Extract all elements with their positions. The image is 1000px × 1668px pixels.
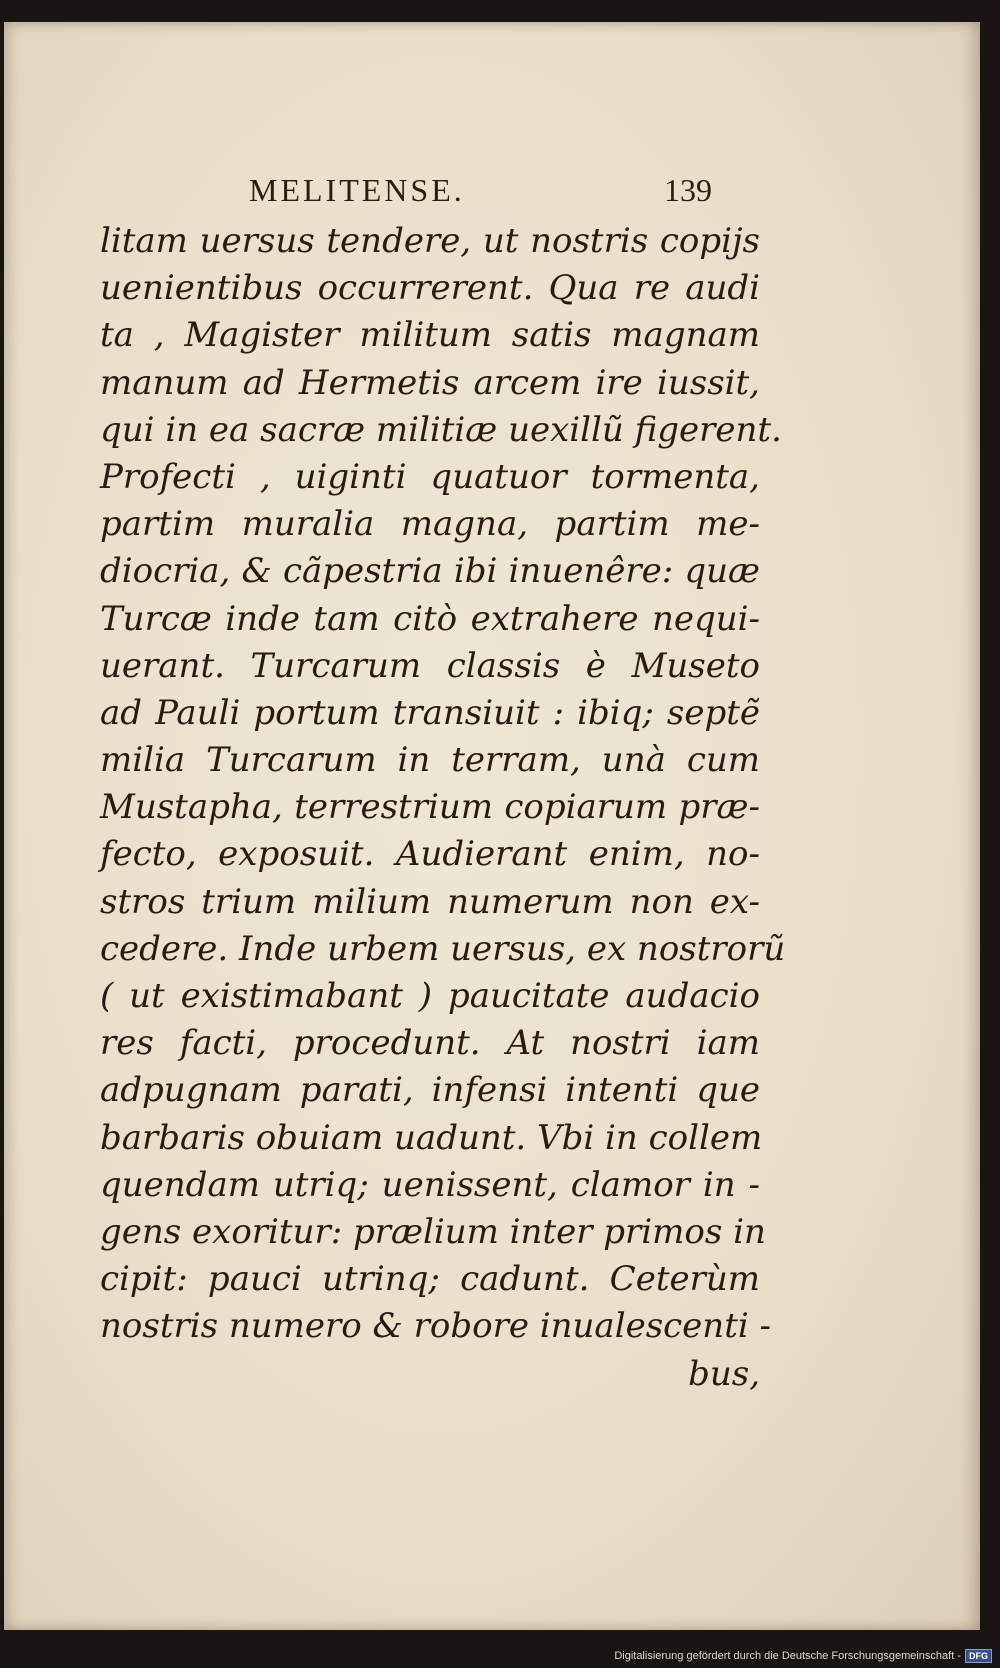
body-text: [100, 218, 786, 1398]
text-line: diocria, & cãpestria ibi inuenêre: quæ: [100, 551, 760, 592]
book-page: [4, 22, 980, 1630]
text-line: fecto, exposuit. Audierant enim, no-: [100, 834, 760, 875]
text-line: uerant. Turcarum classis è Museto: [100, 645, 760, 686]
page-number: 139: [664, 172, 712, 208]
digitization-credit: Digitalisierung gefördert durch die Deutsche Forschungsgemeinschaft -: [614, 1650, 961, 1662]
text-line: ad Pauli portum transiuit : ibiq; septẽ: [100, 692, 760, 733]
text-line: adpugnam parati, infensi intenti que: [100, 1070, 760, 1111]
text-line: barbaris obuiam uadunt. Vbi in collem: [100, 1117, 763, 1158]
text-line: nostris numero & robore inualescenti -: [100, 1306, 772, 1347]
text-line: qui in ea sacræ militiæ uexillũ figerent.: [100, 409, 782, 450]
text-line: gens exoritur: prælium inter primos in: [100, 1211, 766, 1252]
text-line: litam uersus tendere, ut nostris copijs: [100, 221, 760, 261]
text-line: Turcæ inde tam citò extrahere nequi-: [100, 598, 760, 639]
text-line: partim muralia magna, partim me-: [100, 504, 760, 545]
text-line: uenientibus occurrerent. Qua re audi: [100, 268, 760, 309]
text-line: stros trium milium numerum non ex-: [100, 881, 760, 922]
text-line: Mustapha, terrestrium copiarum præ-: [100, 787, 760, 828]
dfg-logo: DFG: [965, 1649, 992, 1663]
text-line: manum ad Hermetis arcem ire iussit,: [100, 362, 760, 403]
text-line: milia Turcarum in terram, unà cum: [100, 740, 760, 781]
text-line: ( ut existimabant ) paucitate audacio: [100, 976, 760, 1016]
digitization-footer: [614, 1647, 992, 1665]
text-line: ta , Magister militum satis magnam: [100, 315, 760, 356]
text-line: Profecti , uiginti quatuor tormenta,: [100, 456, 760, 497]
text-line: quendam utriq; uenissent, clamor in -: [100, 1164, 760, 1205]
running-title: MELITENSE.: [249, 172, 465, 208]
text-line: cipit: pauci utrinq; cadunt. Ceterùm: [100, 1259, 760, 1300]
text-line: res facti, procedunt. At nostri iam: [100, 1023, 760, 1064]
catchword: bus,: [688, 1353, 760, 1394]
text-line: cedere. Inde urbem uersus, ex nostrorũ: [100, 928, 786, 969]
page-header: [4, 172, 980, 212]
